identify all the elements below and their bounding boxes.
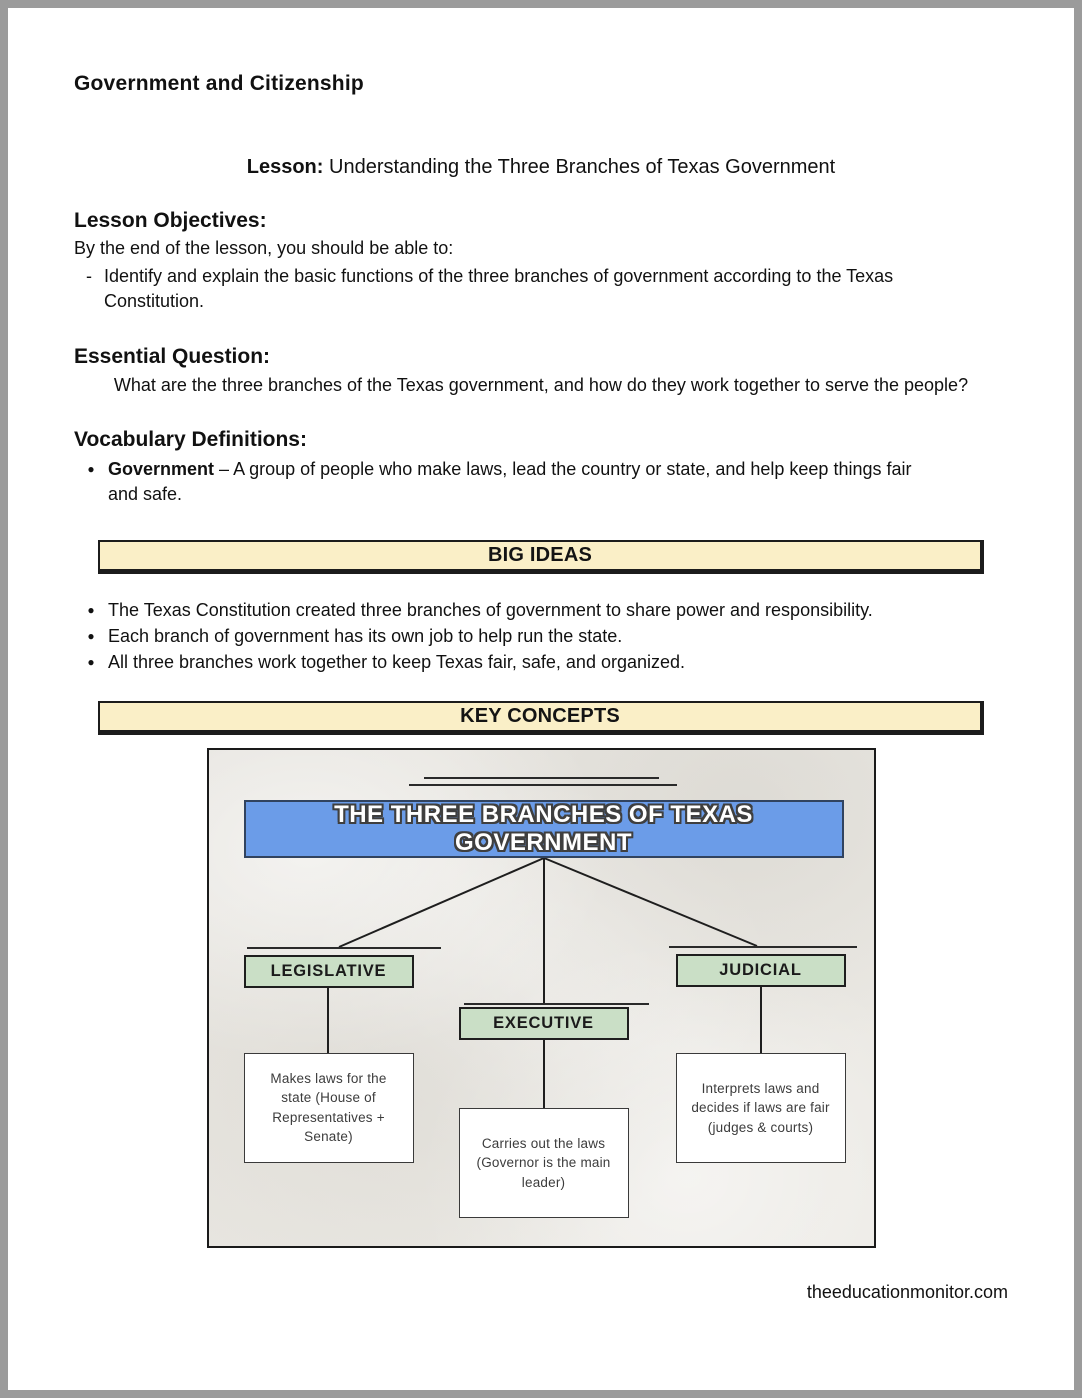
bullet-icon: ●: [87, 603, 95, 618]
bullet-icon: ●: [87, 461, 95, 476]
list-item: [74, 624, 1008, 649]
legislative-description-box: [244, 1053, 414, 1163]
judicial-branch-box: JUDICIAL: [676, 954, 846, 987]
bullet-icon: ●: [87, 655, 95, 670]
bullet-icon: ●: [87, 629, 95, 644]
essential-question-text: What are the three branches of the Texas government, and how do they work together to serve the people?: [113, 374, 969, 395]
list-item: [74, 650, 1008, 675]
vocabulary-list: [74, 457, 1008, 507]
objectives-heading: Lesson Objectives:: [74, 209, 267, 232]
footer-website: theeducationmonitor.com: [806, 1281, 1008, 1302]
list-item: [74, 457, 1008, 507]
big-ideas-list: [74, 598, 1008, 674]
course-title: Government and Citizenship: [74, 72, 364, 95]
branches-diagram: [207, 748, 876, 1248]
document-page: [8, 8, 1074, 1390]
key-concepts-banner: KEY CONCEPTS: [98, 701, 984, 735]
vocabulary-definition: [108, 457, 928, 507]
dash-marker: -: [86, 266, 92, 287]
executive-description-text: Carries out the laws (Governor is the main leader): [476, 1135, 611, 1190]
list-item: [74, 598, 1008, 623]
big-idea-text: The Texas Constitution created three branches of government to share power and responsibility.: [108, 600, 873, 621]
objective-text: Identify and explain the basic functions of the three branches of government according to the Texas Constitution.: [104, 266, 894, 312]
diagram-title-box: THE THREE BRANCHES OF TEXAS GOVERNMENT: [244, 800, 844, 858]
lesson-title-line: [74, 156, 1008, 179]
vocabulary-term: Government: [108, 458, 215, 479]
objectives-list: [74, 264, 1008, 314]
judicial-description-text: Interprets laws and decides if laws are fair (judges & courts): [691, 1080, 830, 1135]
lesson-label: Lesson:: [246, 156, 324, 178]
big-idea-text: Each branch of government has its own job to help run the state.: [108, 626, 623, 647]
vocabulary-definition-text: – A group of people who make laws, lead the country or state, and help keep things fair and safe.: [108, 458, 912, 504]
objectives-intro: By the end of the lesson, you should be able to:: [74, 238, 454, 258]
lesson-title: Understanding the Three Branches of Texas Government: [329, 156, 836, 178]
executive-description-box: [459, 1108, 629, 1218]
executive-branch-box: EXECUTIVE: [459, 1007, 629, 1040]
essential-question-heading: Essential Question:: [74, 344, 271, 368]
judicial-description-box: [676, 1053, 846, 1163]
big-idea-text: All three branches work together to keep Texas fair, safe, and organized.: [108, 652, 686, 673]
big-ideas-banner: BIG IDEAS: [98, 540, 984, 574]
legislative-branch-box: LEGISLATIVE: [244, 955, 414, 988]
list-item: [74, 264, 1008, 314]
legislative-description-text: Makes laws for the state (House of Representatives + Senate): [270, 1070, 387, 1145]
vocabulary-heading: Vocabulary Definitions:: [74, 427, 307, 451]
